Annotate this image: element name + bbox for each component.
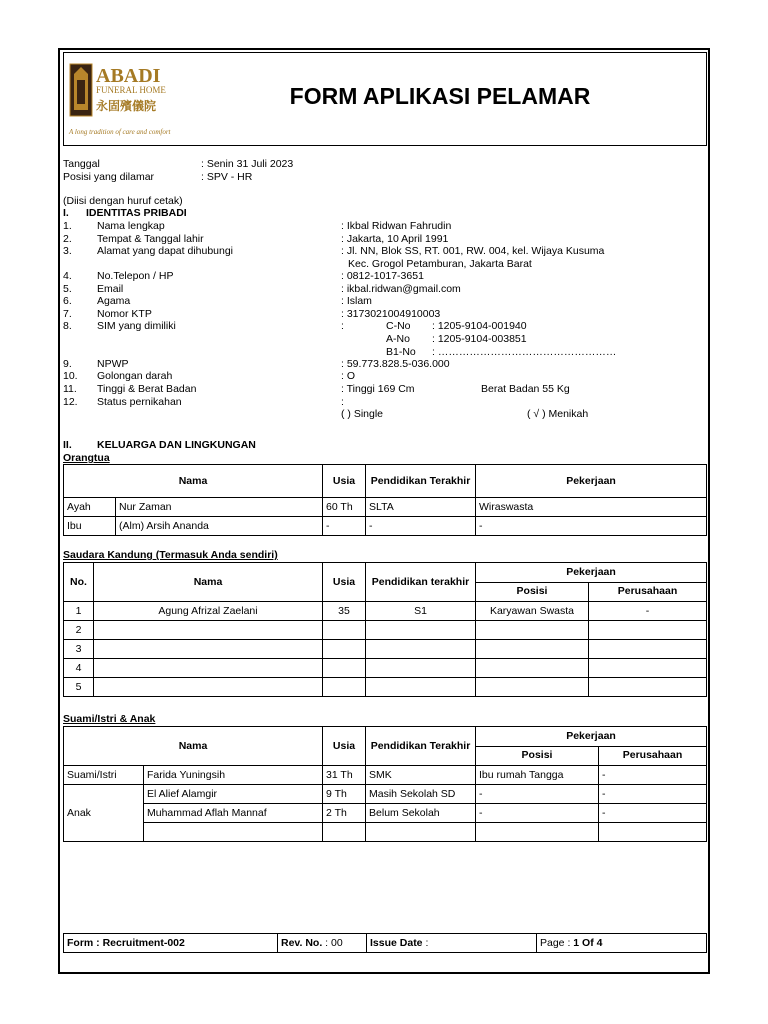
svg-text:ABADI: ABADI	[96, 65, 161, 87]
position-cell	[476, 659, 589, 678]
identity-value: : 0812-1017-3651	[341, 270, 424, 282]
identity-value: : Jl. NN, Blok SS, RT. 001, RW. 004, kel. Wijaya Kusuma	[341, 245, 605, 257]
sim-type: A-No	[386, 333, 410, 345]
education-cell: -	[366, 517, 476, 536]
age-cell	[323, 640, 366, 659]
table-row	[64, 640, 707, 659]
identity-label: Tempat & Tanggal lahir	[97, 233, 204, 245]
section1-title: IDENTITAS PRIBADI	[86, 207, 187, 219]
age-cell: 2 Th	[323, 804, 366, 823]
identity-value: :	[341, 396, 344, 408]
header-pekerjaan: Pekerjaan	[476, 465, 707, 498]
identity-label: Golongan darah	[97, 370, 173, 382]
relation-cell: Ibu	[64, 517, 116, 536]
education-cell	[366, 678, 476, 697]
posisi-label: Posisi yang dilamar	[63, 171, 155, 183]
position-cell: -	[476, 804, 599, 823]
fill-note: (Diisi dengan huruf cetak)	[63, 195, 183, 207]
address-line2: Kec. Grogol Petamburan, Jakarta Barat	[348, 258, 532, 270]
table-row	[64, 766, 707, 785]
no-cell: 5	[64, 678, 94, 697]
table-row	[64, 621, 707, 640]
name-cell	[144, 823, 323, 842]
identity-num: 12.	[63, 396, 78, 408]
table-row	[64, 785, 707, 804]
job-cell: -	[476, 517, 707, 536]
identity-num: 1.	[63, 220, 72, 232]
identity-num: 3.	[63, 245, 72, 257]
svg-text:永固殯儀院: 永固殯儀院	[96, 99, 157, 113]
age-cell: 9 Th	[323, 785, 366, 804]
company-cell	[589, 640, 707, 659]
suami-anak-table	[63, 726, 707, 842]
company-cell: -	[599, 785, 707, 804]
orangtua-table	[63, 464, 707, 536]
table-row	[64, 678, 707, 697]
issue-label: Issue Date	[370, 937, 423, 949]
education-cell	[366, 621, 476, 640]
age-cell: 35	[323, 602, 366, 621]
company-cell	[589, 621, 707, 640]
name-cell	[94, 659, 323, 678]
identity-label: Nama lengkap	[97, 220, 165, 232]
identity-value: : Jakarta, 10 April 1991	[341, 233, 449, 245]
header-no: No.	[64, 563, 94, 602]
name-cell: Muhammad Aflah Mannaf	[144, 804, 323, 823]
svg-text:FUNERAL HOME: FUNERAL HOME	[96, 85, 166, 95]
identity-num: 11.	[63, 383, 77, 395]
name-cell: Agung Afrizal Zaelani	[94, 602, 323, 621]
table-row	[64, 804, 707, 823]
position-cell	[476, 640, 589, 659]
single-option: ( ) Single	[341, 408, 384, 420]
identity-num: 9.	[63, 358, 72, 370]
identity-num: 4.	[63, 270, 72, 282]
relation-cell: Suami/Istri	[64, 766, 144, 785]
posisi-value: : SPV - HR	[201, 171, 253, 183]
education-cell	[366, 659, 476, 678]
header-perusahaan: Perusahaan	[599, 746, 707, 766]
education-cell: SMK	[366, 766, 476, 785]
education-cell: SLTA	[366, 498, 476, 517]
name-cell: (Alm) Arsih Ananda	[116, 517, 323, 536]
company-cell: -	[589, 602, 707, 621]
job-cell: Wiraswasta	[476, 498, 707, 517]
saudara-title: Saudara Kandung (Termasuk Anda sendiri)	[63, 549, 278, 561]
header-posisi: Posisi	[476, 582, 589, 602]
table-row	[64, 517, 707, 536]
age-cell: -	[323, 517, 366, 536]
form-code	[64, 934, 278, 953]
header-pendidikan: Pendidikan Terakhir	[366, 465, 476, 498]
orangtua-title: Orangtua	[63, 452, 110, 464]
page-number	[537, 934, 707, 953]
identity-label: SIM yang dimiliki	[97, 320, 176, 332]
tanggal-value: : Senin 31 Juli 2023	[201, 158, 294, 170]
identity-value: : O	[341, 370, 356, 382]
age-cell	[323, 621, 366, 640]
section2-title: KELUARGA DAN LINGKUNGAN	[97, 439, 256, 451]
relation-cell: Anak	[64, 785, 144, 842]
age-cell	[323, 659, 366, 678]
page-value: 1 Of 4	[573, 937, 603, 949]
identity-value: : ikbal.ridwan@gmail.com	[341, 283, 461, 295]
section2-number: II.	[63, 439, 72, 451]
identity-label: Alamat yang dapat dihubungi	[97, 245, 234, 257]
form-title: FORM APLIKASI PELAMAR	[289, 83, 591, 109]
sim-type: B1-No	[386, 346, 416, 358]
age-cell	[323, 823, 366, 842]
identity-value: : Islam	[341, 295, 372, 307]
position-cell	[476, 678, 589, 697]
identity-value: : 3173021004910003	[341, 308, 441, 320]
identity-num: 2.	[63, 233, 72, 245]
name-cell	[94, 640, 323, 659]
position-cell: -	[476, 785, 599, 804]
table-header-row	[64, 563, 707, 583]
rev-label: Rev. No.	[281, 937, 323, 949]
sim-value: : ……………………………………………	[432, 346, 617, 358]
identity-label: Nomor KTP	[97, 308, 152, 320]
header-usia: Usia	[323, 465, 366, 498]
identity-num: 8.	[63, 320, 72, 332]
identity-label: Tinggi & Berat Badan	[97, 383, 197, 395]
issue-date	[367, 934, 537, 953]
saudara-table	[63, 562, 707, 697]
identity-label: Status pernikahan	[97, 396, 182, 408]
identity-num: 10.	[63, 370, 78, 382]
header-pendidikan: Pendidikan terakhir	[366, 563, 476, 602]
company-cell	[599, 823, 707, 842]
header-usia: Usia	[323, 727, 366, 766]
issue-value: :	[422, 937, 429, 949]
company-logo	[67, 60, 175, 140]
identity-label: Agama	[97, 295, 131, 307]
suami-title: Suami/Istri & Anak	[63, 713, 156, 725]
header-nama: Nama	[64, 465, 323, 498]
header-nama: Nama	[64, 727, 323, 766]
table-row	[64, 659, 707, 678]
name-cell: Nur Zaman	[116, 498, 323, 517]
no-cell: 2	[64, 621, 94, 640]
svg-text:A long tradition of care and c: A long tradition of care and comfort	[69, 128, 171, 136]
header-pendidikan: Pendidikan Terakhir	[366, 727, 476, 766]
identity-num: 6.	[63, 295, 72, 307]
identity-num: 7.	[63, 308, 72, 320]
company-cell: -	[599, 804, 707, 823]
age-cell: 31 Th	[323, 766, 366, 785]
position-cell: Karyawan Swasta	[476, 602, 589, 621]
no-cell: 4	[64, 659, 94, 678]
table-row	[64, 498, 707, 517]
education-cell: Belum Sekolah	[366, 804, 476, 823]
sim-value: : 1205-9104-003851	[432, 333, 527, 345]
position-cell: Ibu rumah Tangga	[476, 766, 599, 785]
header-usia: Usia	[323, 563, 366, 602]
name-cell	[94, 678, 323, 697]
name-cell	[94, 621, 323, 640]
identity-label: NPWP	[97, 358, 129, 370]
identity-value: :	[341, 320, 344, 332]
company-cell	[589, 659, 707, 678]
header-nama: Nama	[94, 563, 323, 602]
identity-num: 5.	[63, 283, 72, 295]
header-perusahaan: Perusahaan	[589, 582, 707, 602]
name-cell: Farida Yuningsih	[144, 766, 323, 785]
table-row	[64, 602, 707, 621]
header-posisi: Posisi	[476, 746, 599, 766]
header-pekerjaan: Pekerjaan	[476, 563, 707, 583]
identity-label: No.Telepon / HP	[97, 270, 174, 282]
position-cell	[476, 823, 599, 842]
tanggal-label: Tanggal	[63, 158, 100, 170]
married-option: ( √ ) Menikah	[527, 408, 589, 420]
education-cell: S1	[366, 602, 476, 621]
education-cell: Masih Sekolah SD	[366, 785, 476, 804]
position-cell	[476, 621, 589, 640]
identity-value: : Ikbal Ridwan Fahrudin	[341, 220, 452, 232]
revision	[278, 934, 367, 953]
table-header-row	[64, 727, 707, 747]
header-pekerjaan: Pekerjaan	[476, 727, 707, 747]
footer-row	[64, 934, 707, 953]
education-cell	[366, 640, 476, 659]
no-cell: 1	[64, 602, 94, 621]
relation-cell: Ayah	[64, 498, 116, 517]
company-cell: -	[599, 766, 707, 785]
education-cell	[366, 823, 476, 842]
identity-label: Email	[97, 283, 124, 295]
name-cell: El Alief Alamgir	[144, 785, 323, 804]
form-code-label: Form : Recruitment-002	[67, 937, 185, 949]
table-header-row	[64, 465, 707, 498]
rev-value: : 00	[322, 937, 343, 949]
weight-value: Berat Badan 55 Kg	[481, 383, 570, 395]
sim-value: : 1205-9104-001940	[432, 320, 527, 332]
page-label: Page :	[540, 937, 574, 949]
section1-number: I.	[63, 207, 69, 219]
footer-table	[63, 933, 707, 953]
company-cell	[589, 678, 707, 697]
age-cell	[323, 678, 366, 697]
no-cell: 3	[64, 640, 94, 659]
identity-value: : 59.773.828.5-036.000	[341, 358, 450, 370]
sim-type: C-No	[386, 320, 411, 332]
table-row	[64, 823, 707, 842]
identity-value: : Tinggi 169 Cm	[341, 383, 415, 395]
age-cell: 60 Th	[323, 498, 366, 517]
